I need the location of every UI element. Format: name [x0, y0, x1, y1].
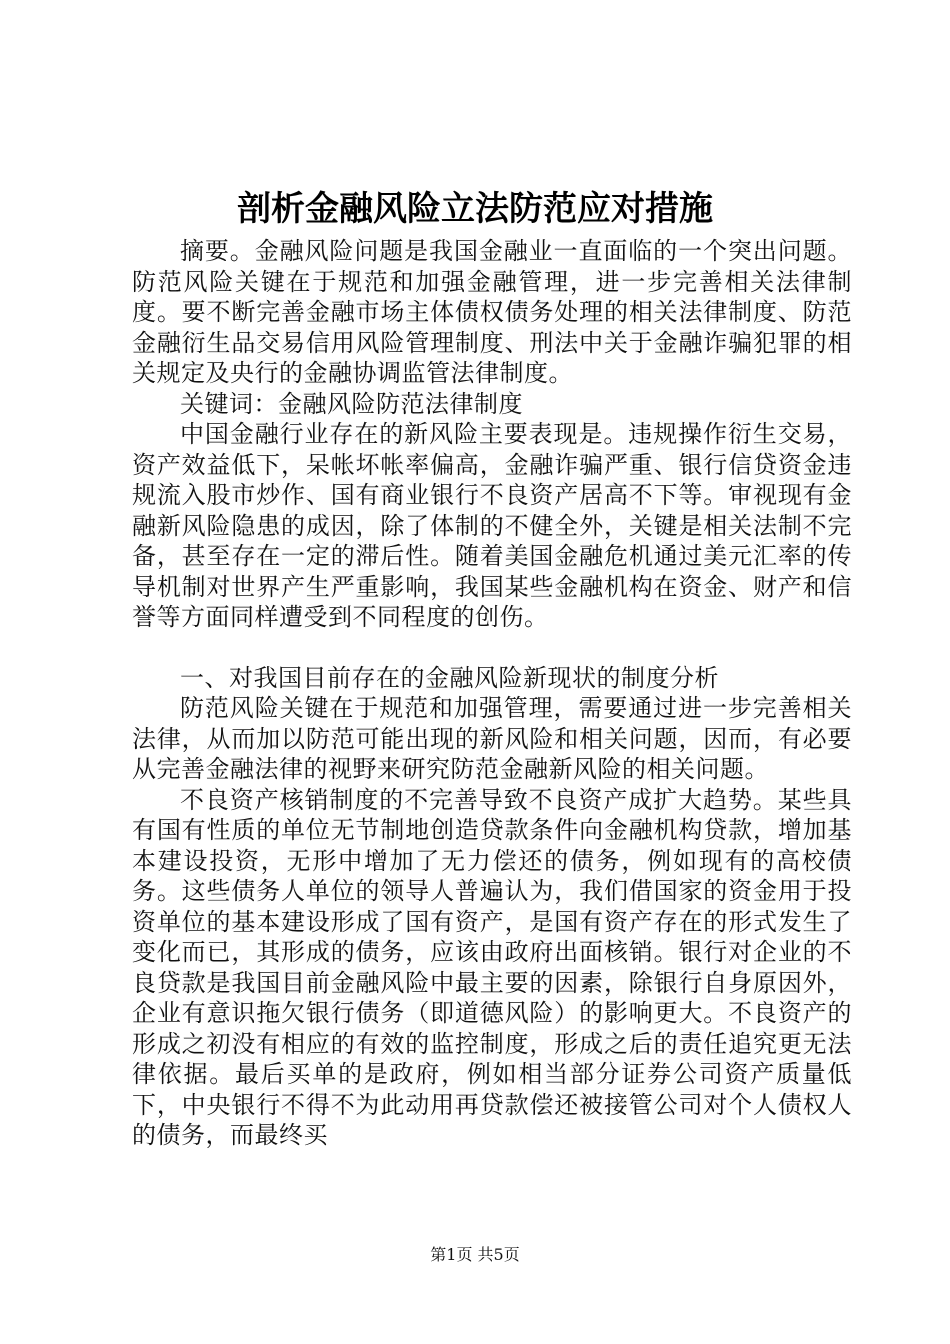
- section-heading: 一、对我国目前存在的金融风险新现状的制度分析: [180, 663, 719, 692]
- body-paragraph: 不良资产核销制度的不完善导致不良资产成扩大趋势。某些具有国有性质的单位无节制地创造贷款条件向金融机构贷款，增加基本建设投资，无形中增加了无力偿还的债务，例如现有的高校债务。这些债务人单位的领导人普遍认为，我们借国家的资金用于投资单位的基本建设形成了国有资产，是国有资产存在的形式发生了变化而已，其形成的债务，应该由政府出面核销。银行对企业的不良贷款是我国目前金融风险中最主要的因素，除银行自身原因外，企业有意识拖欠银行债务（即道德风险）的影响更大。不良资产的形成之初没有相应的有效的监控制度，形成之后的责任追究更无法律依据。最后买单的是政府，例如相当部分证券公司资产质量低下，中央银行不得不为此动用再贷款偿还被接管公司对个人债权人的债务，而最终买: [132, 785, 852, 1149]
- document-body: [132, 236, 852, 1151]
- page-footer: 第1页 共5页: [430, 1245, 520, 1264]
- abstract-paragraph: 摘要。金融风险问题是我国金融业一直面临的一个突出问题。防范风险关键在于规范和加强金融管理，进一步完善相关法律制度。要不断完善金融市场主体债权债务处理的相关法律制度、防范金融衍生品交易信用风险管理制度、刑法中关于金融诈骗犯罪的相关规定及央行的金融协调监管法律制度。: [132, 237, 852, 387]
- document-title: 剖析金融风险立法防范应对措施: [237, 189, 713, 229]
- body-paragraph: 中国金融行业存在的新风险主要表现是。违规操作衍生交易，资产效益低下，呆帐坏帐率偏高，金融诈骗严重、银行信贷资金违规流入股市炒作、国有商业银行不良资产居高不下等。审视现有金融新风险隐患的成因，除了体制的不健全外，关键是相关法制不完备，甚至存在一定的滞后性。随着美国金融危机通过美元汇率的传导机制对世界产生严重影响，我国某些金融机构在资金、财产和信誉等方面同样遭受到不同程度的创伤。: [132, 420, 852, 631]
- keywords-paragraph: 关键词：金融风险防范法律制度: [180, 389, 523, 418]
- body-paragraph: 防范风险关键在于规范和加强管理，需要通过进一步完善相关法律，从而加以防范可能出现的新风险和相关问题，因而，有必要从完善金融法律的视野来研究防范金融新风险的相关问题。: [132, 694, 852, 783]
